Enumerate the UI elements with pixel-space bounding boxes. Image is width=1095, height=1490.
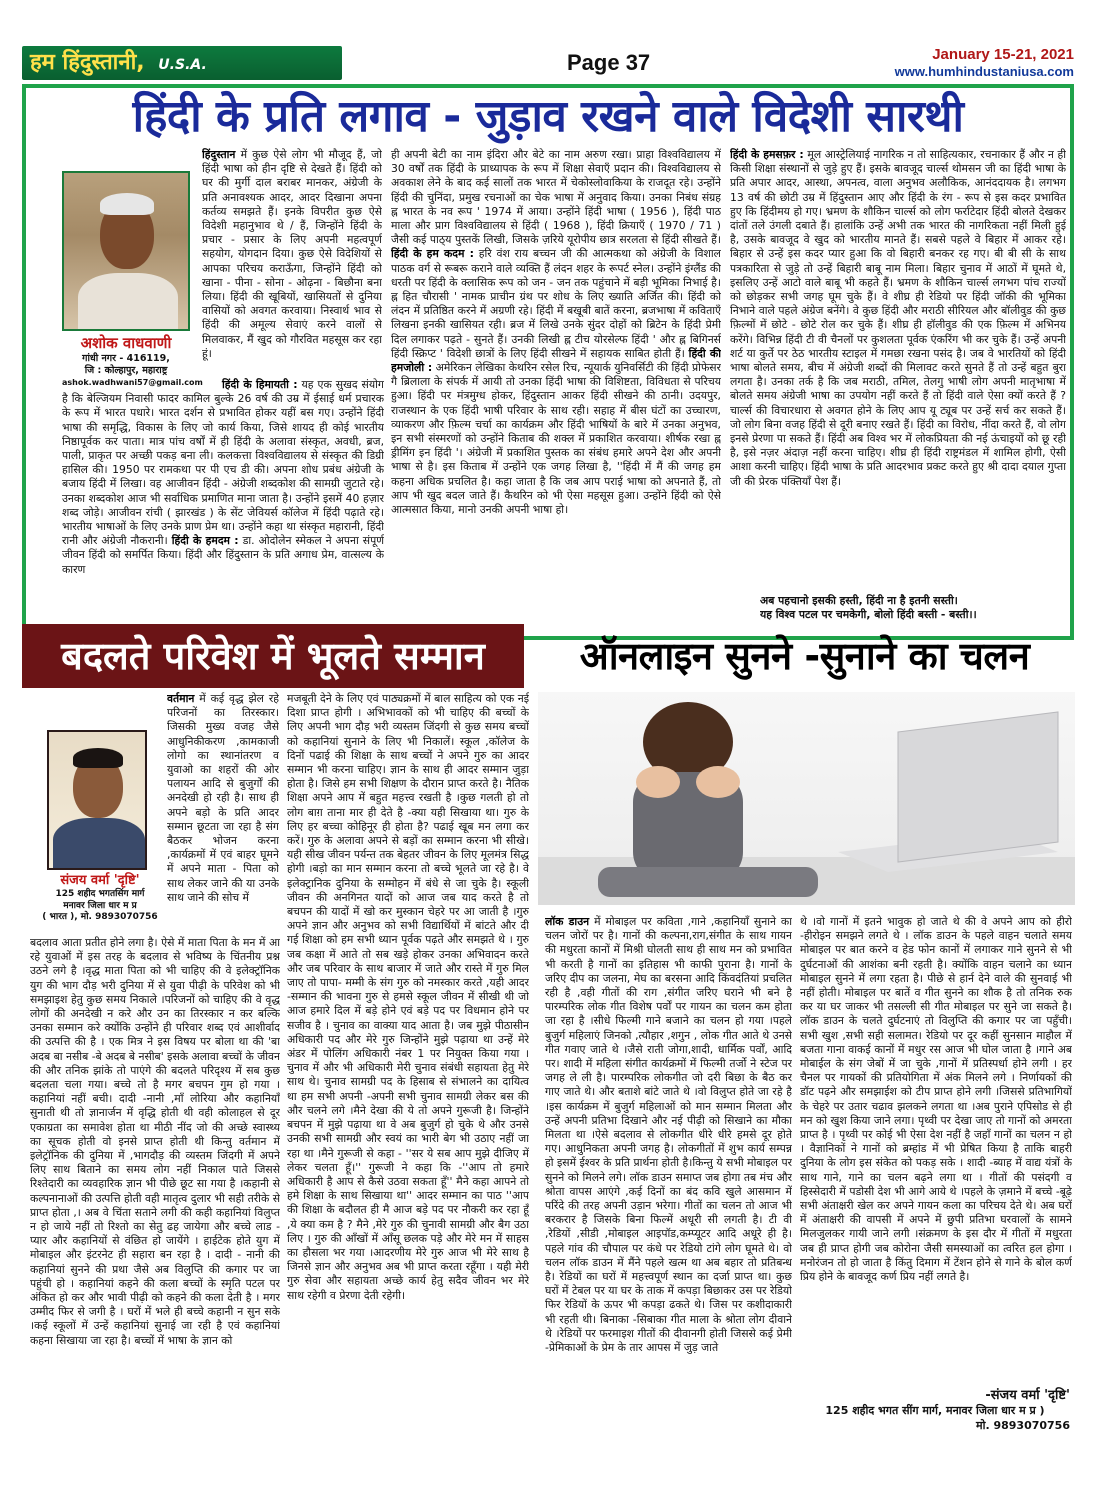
lead-word: वर्तमान — [167, 692, 195, 705]
body-text: में कई वृद्ध झेल रहे परिजनों का तिरस्कार। जिसकी मुख्य वजह जैसे आधुनिकीकरण ,कामकाजी लोगो का स्थानांतरण व युवाओ का शहरों की ओर पलायन आदि से बुजुर्गों की अनदेखी हो रही है। साथ ही अपने बड़ो के प्रति आदर सम्मान छूटता जा रहा है संग बैठकर भोजन करना ,कार्यक्रमों में एवं बाहर घूमने में अपने माता - पिता को साथ लेकर जाने की या उनके साथ जाने की सोच में — [167, 692, 279, 904]
article-3-signature — [800, 1388, 1070, 1433]
lead-word: लॉक डाउन — [545, 915, 590, 928]
article-3-title: ऑनलाइन सुनने -सुनाने का चलन — [579, 634, 1030, 678]
author-photo-ashok — [62, 171, 190, 331]
body-text: स्कूली जीवन की अनगिनत यादों को आज जब याद करते है तो बचपन की यादों में खो कर मुस्कान चेहरे पर आ जाती है ।गुरु अपने ज्ञान और अनुभव को सभी विद्यार्थियों में बांटते और दी गई शिक्षा को हम सभी ध्यान पूर्वक पढ़ते और समझते थे । गुरु जब कक्षा में आते तो सब खड़े होकर उनका अभिवादन करते और जब परिवार के साथ बाजार में जाते और रास्ते में गुरु मिल जाए तो पापा- मम्मी के संग गुरु को नमस्कार करते ,यही आदर -सम्मान की भावना गुरु से हमसे स्कूल जीवन में सीखी थी जो आज हमारे दिल में बड़े होने एवं बड़े पद पर विधमान होने पर सजीव है । चुनाव का वाक्या याद आता है। जब मुझे पीठासीन अधिकारी पद और मेरे गुरु जिन्होंने मुझे पढ़ाया था उन्हें मेरे अंडर में पोलिंग अधिकारी नंबर 1 पर नियुक्त किया गया ।चुनाव में और भी अधिकारी मेरी चुनाव संबंधी सहायता हेतु मेरे साथ थे। चुनाव सामग्री पद के हिसाब से संभालने का दायित्व था हम सभी अपनी -अपनी सभी चुनाव सामग्री लेकर बस की और चलने लगे ।मैने देखा की ये तो अपने गुरूजी है। जिन्होंने बचपन में मुझे पढ़ाया था वे अब बुजुर्ग हो चुके थे और उनसे उनकी सभी सामग्री और स्वयं का भारी बेग भी उठाए नहीं जा रहा था ।मैने गुरूजी से कहा - ''सर ये सब आप मुझे दीजिए में लेकर चलता हूँ।'' गुरूजी ने कहा कि -''आप तो हमारे अधिकारी है आप से कैसे उठवा सकता हूँ'' मैने कहा आपने तो हमे शिक्षा के साथ सिखाया था'' आदर सम्मान का पाठ ''आप की शिक्षा के बदौलत ही मै आज बड़े पद पर नौकरी कर रहा हूँ ,ये क्या कम है ? मैने ,मेरे गुरु की चुनावी सामग्री और बैग उठा लिए । गुरु की आँखों में आँसू छलक पड़े और मेरे मन में साहस का हौसला भर गया ।आदरणीय मेरे गुरु आज भी मेरे साथ है जिनसे ज्ञान और अनुभव अब भी प्राप्त करता रहूँगा । यही मेरी गुरु सेवा और सहायता अच्छे कार्य हेतु सदैव जीवन भर मेरे साथ रहेगी व प्रेरणा देती रहेगी। — [287, 876, 529, 1302]
author-name: अशोक वाधवाणी — [80, 334, 172, 352]
article-2-title: बदलते परिवेश में भूलते सम्मान — [22, 624, 524, 688]
article-1-col-3 — [730, 148, 1066, 586]
poem-line: यह विश्व पटल पर चमकेगी, बोलो हिंदी बस्ती - बस्ती।। — [760, 608, 977, 622]
article-3-col-1 — [545, 915, 792, 1485]
date-block — [895, 46, 1074, 80]
article-2-col-1-bottom — [30, 936, 280, 1486]
body-text: डा. ओदोलेन स्मेकल ने अपना संपूर्ण जीवन हिंदी को समर्पित किया। हिंदी और हिंदुस्तान के प्रति अगाध प्रेम, वात्सल्य के कारण — [62, 534, 384, 576]
issue-date: January 15-21, 2021 — [932, 46, 1074, 63]
body-text: मजबूती देने के लिए एवं पाठ्यक्रमों में बाल साहित्य को एक नई दिशा प्राप्त होगी । अभिभावकों को भी चाहिए की बच्चों के लिए अपनी भाग दौड़ भरी व्यस्तम जिंदगी से कुछ समय बच्चों को कहानियां सुनाने के लिए भी निकालें। स्कूल ,कॉलेज के दिनों पढाई की शिक्षा के साथ बच्चों ने अपने गुरु का आदर सम्मान भी करना चाहिए। ज्ञान के साथ ही आदर सम्मान जुड़ा होता है। जिसे हम सभी शिक्षण के दौरान प्राप्त करते है। नैतिक शिक्षा अपने आप में बहुत महत्त्व रखती है ।कुछ गलती हो तो लोग बाग़ ताना मार ही देते है -क्या यही सिखाया था। गुरु के लिए हर बच्चा कोहिनूर ही होता है? पढाई खूब मन लगा कर करें। गुरु के अलावा अपने से बड़ों का सम्मान करना भी सीखे। यही सीख जीवन पर्यन्त तक बेहतर जीवन के लिए मूलमंत्र सिद्ध होगी ।बड़ो का मान सम्मान करना तो बच्चे भूलते जा रहे है। वे इलेक्ट्रानिक दुनिया के सम्मोहन में बंधे से जा चुके है। — [287, 692, 529, 890]
author-photo-sanjay — [47, 730, 147, 870]
author-email[interactable]: ashok.wadhwani57@gmail.com — [62, 378, 203, 387]
body-text: यह एक सुखद संयोग है कि बेल्जियम निवासी फादर कामिल बुल्के 26 वर्ष की उम्र में ईसाई धर्म प्रचारक के रूप में भारत पधारे। भारत दर्शन से प्रभावित होकर यहीं बस गए। उन्होंने हिंदी भाषा की समृद्धि, विकास के लिए जो कार्य किया, जिसे शायद ही कोई भारतीय निष्ठापूर्वक कर पाता। मात्र पांच वर्षों में ही हिंदी के अलावा संस्कृत, अवधी, ब्रज, पाली, प्राकृत पर अच्छी पकड़ बना ली। कलकत्ता विश्वविद्यालय से संस्कृत की डिग्री हासिल की। 1950 पर रामकथा पर पी एच डी की। अपना शोध प्रबंध अंग्रेजी के बजाय हिंदी में लिखा। वह आजीवन हिंदी - अंग्रेजी शब्दकोश की सामग्री जुटाते रहे। उनका शब्दकोश आज भी सर्वाधिक प्रमाणित माना जाता है। उन्होंने इसमें 40 हज़ार शब्द जोड़े। आजीवन रांची ( झारखंड ) के सेंट जेवियर्स कॉलेज में हिंदी पढ़ाते रहे। भारतीय भाषाओं के लिए उनके प्राण प्रेम था। उन्होंने कहा था संस्कृत महारानी, हिंदी रानी और अंग्रेजी नौकरानी। — [62, 378, 384, 548]
masthead — [22, 46, 1074, 80]
body-text: में कुछ ऐसे लोग भी मौजूद हैं, जो हिंदी भाषा को हीन दृष्टि से देखते हैं। हिंदी को घर की मुर्गी दाल बराबर मानकर, अंग्रेजी के प्रति अनावश्यक आदर, आदर दिखाना अपना कर्तव्य समझते हैं। इनके विपरीत कुछ ऐसे विदेशी महानुभाव थे / हैं, जिन्होंने हिंदी के प्रचार - प्रसार के लिए अपनी महत्वपूर्ण सहयोग, योगदान दिया। कुछ ऐसे विदेशियों से आपका परिचय कराऊँगा, जिन्होंने हिंदी को खाना - पीना - सोना - ओढ़ना - बिछौना बना लिया। हिंदी की खूबियों, खासियतों से दुनिया वासियों को अवगत करवाया। निस्वार्थ भाव से हिंदी की अमूल्य सेवाएं करने वालों से मिलवाकर, मैं खुद को गौरवित महसूस कर रहा हूं। — [202, 148, 382, 360]
body-text: रेडियो पर दूर कहीं सुनसान माहौल में बजता गाना वाकई कानों में मधुर रस आज भी घोल जाता है ।गाने अब मोबाईल के संग जेबों में जा चुके ,गानों में प्रतिस्पर्धा होने लगी । हर चैनल पर गायकों की प्रतियोगिता में अंक मिलने लगे । निर्णायकों की डॉट पढ़ने और समझाईश को टीप प्राप्त होने लगी ।जिससे प्रतिभागियों के चेहरे पर उतार चढाव झलकने लगता था ।अब पुराने एपिसोड से ही मन को खुश किया जाने लगा। पृथ्वी पर देखा जाए तो गानों को अमरता प्राप्त है । पृथ्वी पर कोई भी ऐसा देश नहीं है जहाँ गानों का चलन न हो । वैज्ञानिकों ने गानों को ब्रम्हांड में भी प्रेषित किया है ताकि बाहरी दुनिया के लोग इस संकेत को पकड़ सके । शादी -ब्याह में वाद्य यंत्रों के साथ गाने, गाने का चलन बढ़ने लगा था । गीतों की पसंदगी व हिस्सेदारी में पडोसी देश भी आगे आये थे ।पहले के ज़माने में बच्चे -बूढ़े सभी अंताक्षरी खेल कर अपने गायन कला का परिचय देते थे। अब घरों में अंताक्षरी की वापसी में अपने में छुपी प्रतिभा घरवालों के सामने मिलजुलकर गायी जाने लगी ।संक्रमण के इस दौर में गीतों में मधुरता जब ही प्राप्त होगी जब कोरोना जैसी समस्याओं का त्वरित हल होगा ।मनोरंजन तो हो जाता है किंतु दिमाग में टेंशन होने से गाने के बोल कर्ण प्रिय होने के बावजूद कर्ण प्रिय नहीं लगते है। — [800, 1028, 1072, 1284]
subheading: हिंदी के हिमायती : — [222, 378, 298, 391]
subheading: हिंदी के हम कदम : — [391, 247, 474, 261]
author-name: संजय वर्मा 'दृष्टि' — [60, 873, 140, 888]
edition-label: U.S.A. — [158, 57, 207, 73]
page-number: Page 37 — [567, 50, 651, 75]
article-1-col-1-bottom — [62, 378, 384, 634]
poem-line: अब पहचानो इसकी हस्ती, हिंदी ना है इतनी सस्ती। — [760, 594, 958, 607]
website-link[interactable]: www.humhindustaniusa.com — [894, 64, 1074, 79]
body-text: अमेरिकन लेखिका केथरिन रसेल रिच, न्यूयार्क युनिवर्सिटी की हिंदी प्रोफेसर गै ब्रिलाला के संपर्क में आयी तो उनका हिंदी भाषा की विशिष्टता, विविधता से परिचय हुआ। हिंदी पर मंत्रमुग्ध होकर, हिंदुस्तान आकर हिंदी सीखने की ठानी। उदयपुर, राजस्थान के एक हिंदी भाषी परिवार के साथ रही। सहाह में बीस घंटों का उच्चारण, व्याकरण और फ़िल्म चर्चा का कार्यक्रम और हिंदी भाषियों के बारे में उनका अनुभव, इन सभी संस्मरणों को उन्होंने किताब की शक्ल में प्रकाशित करवाया। शीर्षक रखा ह्न ड्रीमिंग इन हिंदी '। अंग्रेजी में प्रकाशित पुस्तक का संबंध हमारे अपने देश और अपनी भाषा से है। इस किताब में उन्होंने एक जगह लिखा है, ''हिंदी में मैं की जगह हम कहना अधिक प्रचलित है। कहा जाता है कि जब आप पराई भाषा को अपनाते हैं, तो आप भी खुद बदल जाते हैं। कैथरिन को भी ऐसा महसूस हुआ। उन्होंने हिंदी को ऐसे आत्मसात किया, मानो उनकी अपनी भाषा हो। — [391, 361, 721, 517]
woman-laptop-illustration — [538, 692, 1075, 905]
subheading: हिंदी के हमदम : — [171, 534, 239, 548]
article-2-col-2 — [287, 692, 529, 1486]
subheading: हिंदी के हमसफ़र : — [730, 148, 804, 161]
author-address: जि : कोल्हापुर, महाराष्ट्र — [84, 365, 168, 376]
article-1-col-1-top — [202, 148, 382, 396]
body-text: थे ।वो गानों में इतने भावुक हो जाते थे की वे अपने आप को हीरो -हीरोइन समझने लगते थे । लॉक डाउन के पहले वाहन चलाते समय मोबाइल पर बात करने व हेड फोन कानों में लगाकर गाने सुनने से भी दुर्घटनाओं की आशंका बनी रहती है। क्योंकि वाहन चलाने का ध्यान मोबाइल सुनने में लगा रहता है। पीछे से हार्न देने वाले की सुनवाई भी नहीं होती। मोबाइल पर बातें व गीत सुनने का शौक है तो तनिक रुक कर या घर जाकर भी तसल्ली सी गीत मोबाइल पर सुने जा सकते है।लॉक डाउन के चलते दुर्घटनाएं तो विलुप्ति की कगार पर जा पहुँची। सभी खुश ,सभी सही सलामत। — [800, 915, 1072, 1042]
body-text: मूल आस्ट्रेलियाई नागरिक न तो साहित्यकार, रचनाकार हैं और न ही किसी शिक्षा संस्थानों से जुड़े हुए हैं। इसके बावजूद चार्ल्स थोमसन जी का हिंदी भाषा के प्रति अपार आदर, आस्था, अपनत्व, वाला अनुभव अलौकिक, आनंददायक है। लगभग 13 वर्ष की छोटी उम्र में हिंदुस्तान आए और हिंदी के रंग - रूप से इस कदर प्रभावित हुए कि हिंदीमय हो गए। भ्रमण के शौकिन चार्ल्स को लोग फर्राटेदार हिंदी बोलते देखकर दांतों तले उंगली दबाते हैं। हालांकि उन्हें अभी तक भारत की नागरिकता नहीं मिली हुई है, उसके बावजूद वे खुद को भारतीय मानते हैं। सबसे पहले वे बिहार में आकर रहे। बिहार से उन्हें इस कदर प्यार हुआ कि वो बिहारी बनकर रह गए। बी बी सी के साथ पत्रकारिता से जुड़े तो उन्हें बिहारी बाबू नाम मिला। बिहार चुनाव में आठों में घूमते थे, इसलिए उन्हें आटो वाले बाबू भी कहते हैं। भ्रमण के शौकिन चार्ल्स लगभग पांच राज्यों को छोड़कर सभी जगह घूम चुके हैं। वे शीघ्र ही रेडियो पर हिंदी जॉकी की भूमिका निभाने वाले पहले अंग्रेज बनेंगे। वे कुछ हिंदी और मराठी सीरियल और बॉलीवुड की कुछ फ़िल्मों में छोटे - छोटे रोल कर चुके हैं। शीघ्र ही हॉलीवुड की एक फ़िल्म में अभिनय करेंगे। विभिन्न हिंदी टी वी चैनलों पर कुशलता पूर्वक एंकरिंग भी कर चुके हैं। उन्हें अपनी शर्ट या कुर्ते पर ठेठ भारतीय स्टाइल में गमछा रखना पसंद है। जब वे भारतियों को हिंदी भाषा बोलते समय, बीच में अंग्रेजी शब्दों की मिलावट करते सुनते हैं तो उन्हें बहुत बुरा लगता है। उनका तर्क है कि जब मराठी, तमिल, तेलगु भाषी लोग अपनी मातृभाषा में बोलते समय अंग्रेजी भाषा का उपयोग नहीं करते हैं तो हिंदी वाले ऐसा क्यों करते हैं ? चार्ल्स की विचारधारा से अवगत होने के लिए आप यू ट्यूब पर उन्हें सर्च कर सकते हैं। जो लोग बिना वजह हिंदी से दूरी बनाए रखते हैं। हिंदी का विरोध, नींदा करते हैं, वो लोग इनसे प्रेरणा पा सकते हैं। हिंदी अब विश्व भर में लोकप्रियता की नई ऊंचाइयों को छू रही है, इसे नज़र अंदाज़ नहीं करना चाहिए। शीघ्र ही हिंदी राष्ट्रमंडल में शामिल होगी, ऐसी आशा करनी चाहिए। हिंदी भाषा के प्रति आदरभाव प्रकट करते हुए श्री दादा दयाल गुप्ता जी की प्रेरक पंक्तियाँ पेश हैं। — [730, 148, 1066, 488]
author-caption-sanjay — [42, 872, 158, 924]
article-1-title: हिंदी के प्रति लगाव - जुड़ाव रखने वाले विदेशी सारथी — [132, 91, 964, 142]
author-address: मनावर जिला धार म प्र — [63, 900, 137, 911]
article-3-col-2 — [800, 915, 1072, 1363]
signature-address: 125 शहीद भगत सींग मार्ग, मनावर जिला धार म प्र ) — [825, 1404, 1045, 1417]
article-1-col-2 — [391, 148, 721, 634]
signature-name: -संजय वर्मा 'दृष्टि' — [985, 1388, 1070, 1403]
newspaper-logo — [22, 46, 342, 80]
subheading: हिंदी की हमजोली : — [391, 346, 721, 375]
body-text: हरि वंश राय बच्चन जी की आत्मकथा को अंग्रेजी के विशाल पाठक वर्ग से रूबरू कराने वाले व्यक्ति हैं लंदन शहर के रूपर्ट स्नेल। उन्होंने इंग्लैंड की धरती पर हिंदी के क्लासिक रूप को जन - जन तक पहुंचाने में बड़ी भूमिका निभाई है। ह्न हित चौरासी ' नामक प्राचीन ग्रंथ पर शोध के लिए ख्याति अर्जित की। हिंदी को लंदन में प्रतिष्ठित करने में अग्रणी रहे। हिंदी में बखूबी बातें करना, ब्रजभाषा में कविताएँ लिखना इनकी खासियत रही। ब्रज में लिखे उनके सुंदर दोहों को ब्रिटेन के हिंदी प्रेमी दिल लगाकर पढ़ते - सुनते हैं। उनकी लिखी ह्न टीच योरसेल्फ हिंदी ' और ह्न बिगिनर्स हिंदी स्क्रिप्ट ' विदेशी छात्रों के लिए हिंदी सीखने में सहायक साबित होती हैं। — [391, 247, 721, 360]
body-text: में मोबाइल पर कविता ,गाने ,कहानियाँ सुनाने का चलन जोरों पर है। गानों की कल्पना,राग,संगीत के साथ गायन की मधुरता कानों में मिश्री घोलती साथ ही साथ मन को प्रभावित भी करती है गानों का इतिहास भी काफी पुराना है। गानों के जरिए दीप का जलना, मेघ का बरसना आदि किंवदंतियां प्रचलित रही है ,वही गीतों की राग ,संगीत जरिए घराने भी बने है पारम्परिक लोक गीत विशेष पर्वों पर गायन का चलन कम होता जा रहा है ।सीधे फिल्मी गाने बजाने का चलन हो गया ।पहले बुजुर्ग महिलाएं जिनको ,त्यौहार ,शगुन , लोक गीत आते थे उनसे गीत गवाए जाते थे ।जैसे राती जोगा,शादी, धार्मिक पर्वों, आदि पर। शादी में महिला संगीत कार्यक्रमों में फिल्मी तर्जो ने स्टेज पर जगह ले ली है। पारम्परिक लोकगीत जो दरी बिछा के बैठ कर गाए जाते थे। और बताशे बांटे जाते थे ।वो विलुप्त होते जा रहे है ।इस कार्यक्रम में बुजुर्ग महिलाओं को मान सम्मान मिलता और उन्हें अपनी प्रतिभा दिखाने और नई पीढ़ी को सिखाने का मौका मिलता था ।ऐसे बदलाव से लोकगीत धीरे धीरे हमसे दूर होते गए। आधुनिकता अपनी जगह है। लोकगीतों में शुभ कार्य सम्पन्न हो इसमें ईश्वर के प्रति प्रार्थना होती है।किन्तु ये सभी मोबाइल पर सुनने को मिलने लगे। लॉक डाउन समाप्त जब होगा तब मंच और श्रोता वापस आएंगे ,कई दिनों का बंद कवि खुले आसमान में परिंदे की तरह अपनी उड़ान भरेगा। — [545, 915, 792, 1213]
author-address: 125 शहीद भगतसिंग मार्ग — [55, 889, 145, 899]
article-2-col-1-top — [167, 692, 279, 936]
author-address: ( भारत ), मो. 9893070756 — [42, 912, 158, 922]
signature-phone: मो. 9893070756 — [976, 1419, 1070, 1432]
body-text: गीतों का चलन तो आज भी बरकरार है जिसके बिना फिल्में अधूरी सी लगती है। टी वी ,रेडियों ,सीडी ,मोबाइल आइपॉड,कम्प्यूटर आदि अधूरे ही है। पहले गांव की चौपाल पर कंधे पर रेडियो टांगे लोग घूमते थे। वो चलन लॉक डाउन में मैंने पहले खत्म था अब बहार तो प्रतिबन्ध है। रेडियों का घरों में महत्त्वपूर्ण स्थान का दर्जा प्राप्त था। कुछ घरों में टेबल पर या घर के ताक में कपड़ा बिछाकर उस पर रेडियो फिर रेडियों के ऊपर भी कपड़ा ढकते थे। जिस पर कशीदाकारी भी रहती थी। बिनाका -सिबाका गीत माला के श्रोता लोग दीवाने थे ।रेडियों पर फरमाइश गीतों की दीवानगी होती जिससे कई प्रेमी -प्रेमिकाओं के प्रेम के तार आपस में जुड़ जाते — [545, 1199, 792, 1355]
body-text: ही अपनी बेटी का नाम इंदिरा और बेटे का नाम अरुण रखा। प्राहा विश्वविद्यालय में 30 वर्षों तक हिंदी के प्राध्यापक के रूप में शिक्षा सेवाएँ प्रदान की। विश्वविद्यालय से अवकाश लेने के बाद कई सालों तक भारत में चेकोस्लोवाकिया के राजदूत रहे। उन्होंने हिंदी की चुनिंदा, प्रमुख रचनाओं का चेक भाषा में अनुवाद किया। उनका निबंध संग्रह ह्न भारत के नव रूप ' 1974 में आया। उन्होंने हिंदी भाषा ( 1956 ), हिंदी पाठ माला और प्राग विश्वविद्यालय से हिंदी ( 1968 ), हिंदी क्रियाएँ ( 1970 / 71 ) जैसी कई पाठ्‍य पुस्तकें लिखी, जिसके ज़रिये यूरोपीय छात्र सरलता से हिंदी सीखते हैं। — [391, 148, 721, 247]
newspaper-name: हम हिंदुस्तानी, — [30, 50, 145, 75]
author-address: गांधी नगर - 416119, — [82, 353, 170, 364]
body-text: बदलाव आता प्रतीत होने लगा है। ऐसे में माता पिता के मन में आ रहे युवाओं में इस तरह के बदलाव से भविष्य के चिंतनीय प्रश्न उठने लगे है ।वृद्ध माता पिता को भी चाहिए की वे इलेक्ट्रॉनिक युग की भाग दौड़ भरी दुनिया में से युवा पीढ़ी के परिवेश को भी समझाइश हेतु कुछ समय निकाले ।परिजनों को चाहिए की वे वृद्ध लोगों की अनदेखी न करे और उन का तिरस्कार न कर बल्कि उनका सम्मान करे क्योंकि उन्होंने ही परिवार शब्द एवं आशीर्वाद की उत्पत्ति की है । एक मित्र ने इस विषय पर बोला था की 'बा अदब बा नसीब -बे अदब बे नसीब' इसके अलावा बच्चों के जीवन की और तनिक झांके तो पाएंगे की बदलते परिदृश्य में सब कुछ बदलता चला गया। बच्चे तो है मगर बचपन गुम हो गया ।कहानियां नहीं बची। दादी -नानी ,माँ लोरिया और कहानियाँ सुनाती थी तो ज्ञानार्जन में वृद्धि होती थी वही कोलाहल से दूर एकाग्रता का समावेश होता था मीठी नींद जो की अच्छे स्वास्थ्य का सूचक होती वो इनसे प्राप्त होती थी किन्तु वर्तमान में इलेट्रॉनिक की दुनिया में ,भागदौड़ की व्यस्तम जिंदगी में अपने लिए साथ बिताने का समय लोग नहीं निकाल पाते जिससे रिश्तेदारी का व्यवहारिक ज्ञान भी पीछे छूट सा गया है ।कहानी से कल्पनानाओं की उत्पत्ति होती वही मातृत्व दुलार भी सही तरीके से प्राप्त होता ,। अब वे चिंता सताने लगी की कही कहानियां विलुप्त न हो जाये नहीं तो रिश्तो का सेतु ढह जायेगा और बच्चे लाड - प्यार और कहानियों से वंछित हो जायेंगे । हाईटेक होते युग में मोबाइल और इंटरनेट ही सहारा बन रहा है । दादी - नानी की कहानियां सुनने की प्रथा जैसे अब विलुप्ति की कगार पर जा पहुंची हो । कहानियां कहने की कला बच्चों के स्मृति पटल पर अंकित हो कर और भावी पीढ़ी को कहने की कला देती है । मगर उम्मीद फिर से जगी है । घरों में भले ही बच्चे कहानी न सुन सके ।कई स्कूलों में उन्हें कहानियां सुनाई जा रही है एवं कहानियां कहना सिखाया जा रहा है। बच्चों में भाषा के ज्ञान को — [30, 936, 280, 1347]
lead-word: हिंदुस्तान — [202, 148, 236, 161]
